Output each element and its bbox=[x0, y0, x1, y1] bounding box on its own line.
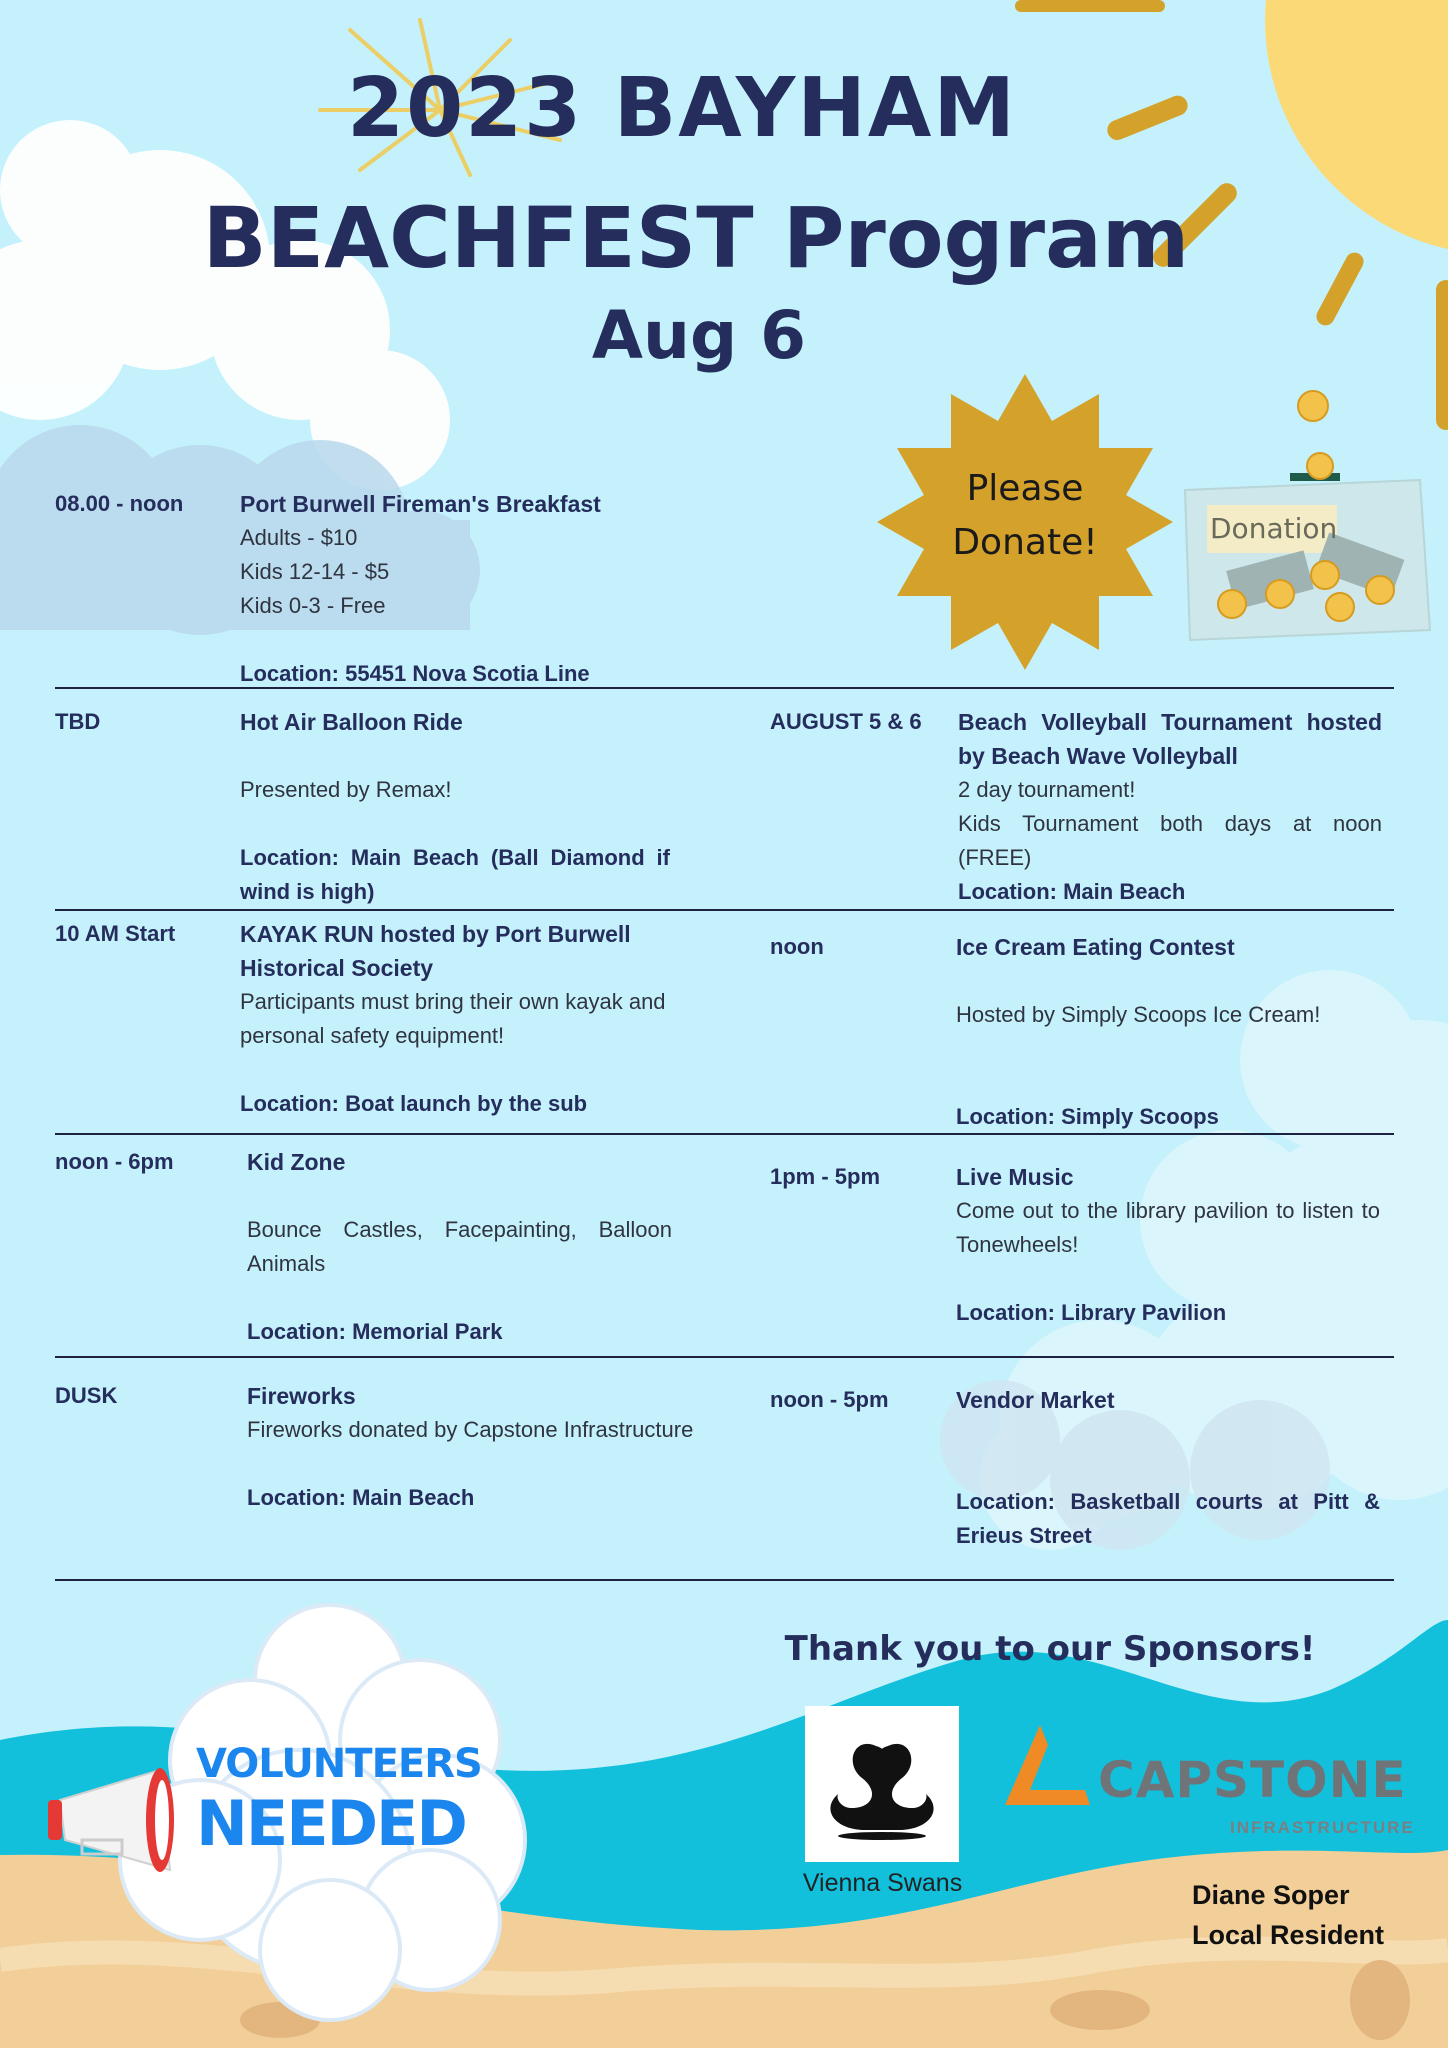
event-time: TBD bbox=[55, 709, 101, 734]
event-detail bbox=[240, 1053, 670, 1087]
sponsor-name: Diane Soper bbox=[1192, 1880, 1350, 1910]
event-detail bbox=[240, 623, 880, 657]
event-title: Beach Volleyball Tournament hosted by Beach Wave Volleyball bbox=[958, 709, 1382, 769]
individual-sponsor bbox=[1192, 1875, 1384, 1955]
donate-badge-line2: Donate! bbox=[952, 522, 1098, 563]
event-time: 1pm - 5pm bbox=[770, 1164, 881, 1189]
event-date: Aug 6 bbox=[591, 297, 807, 374]
event-title: Kid Zone bbox=[247, 1149, 346, 1175]
event-item bbox=[958, 705, 1382, 909]
event-detail: Adults - $10 bbox=[240, 525, 358, 550]
event-location: Location: Main Beach bbox=[958, 879, 1186, 904]
event-detail: Bounce Castles, Facepainting, Balloon Animals bbox=[247, 1217, 672, 1276]
event-location: Location: Library Pavilion bbox=[956, 1300, 1227, 1325]
sponsor-role: Local Resident bbox=[1192, 1920, 1385, 1950]
event-location: Location: Main Beach (Ball Diamond if wind is high) bbox=[240, 845, 670, 904]
event-detail: 2 day tournament! bbox=[958, 777, 1136, 802]
event-detail: Kids Tournament both days at noon (FREE) bbox=[958, 811, 1382, 870]
event-detail: Presented by Remax! bbox=[240, 777, 452, 802]
event-detail bbox=[956, 964, 1380, 998]
event-title: KAYAK RUN hosted by Port Burwell Historical Society bbox=[240, 921, 631, 981]
event-detail bbox=[956, 1451, 1380, 1485]
volunteers-line2: NEEDED bbox=[196, 1787, 466, 1860]
event-title: Live Music bbox=[956, 1164, 1074, 1190]
event-detail: Participants must bring their own kayak and personal safety equipment! bbox=[240, 989, 666, 1048]
page-title-line1: 2023 BAYHAM bbox=[347, 61, 1017, 156]
event-title: Port Burwell Fireman's Breakfast bbox=[240, 491, 601, 517]
event-detail: Come out to the library pavilion to listen to Tonewheels! bbox=[956, 1198, 1380, 1257]
event-detail bbox=[240, 807, 670, 841]
event-location: Location: Simply Scoops bbox=[956, 1104, 1219, 1129]
event-detail: Hosted by Simply Scoops Ice Cream! bbox=[956, 1002, 1321, 1027]
event-time: 10 AM Start bbox=[55, 921, 176, 946]
event-time: noon - 5pm bbox=[770, 1387, 889, 1412]
divider bbox=[55, 1133, 1394, 1135]
divider bbox=[55, 909, 1394, 911]
donation-box-label: Donation bbox=[1210, 512, 1338, 545]
event-item bbox=[956, 1160, 1380, 1330]
event-detail bbox=[956, 1417, 1380, 1451]
event-detail: Fireworks donated by Capstone Infrastructure bbox=[247, 1417, 694, 1442]
event-detail bbox=[247, 1179, 672, 1213]
capstone-logo-text: CAPSTONE bbox=[1098, 1751, 1407, 1809]
event-time: noon - 6pm bbox=[55, 1149, 174, 1174]
event-detail bbox=[956, 1262, 1380, 1296]
event-item bbox=[247, 1379, 727, 1515]
event-item bbox=[240, 705, 670, 909]
divider bbox=[55, 687, 1394, 689]
event-time: 08.00 - noon bbox=[55, 491, 184, 516]
volunteers-line1: VOLUNTEERS bbox=[196, 1741, 482, 1787]
vienna-swans-label: Vienna Swans bbox=[802, 1869, 963, 1897]
event-location: Location: Boat launch by the sub bbox=[240, 1091, 588, 1116]
event-time: AUGUST 5 & 6 bbox=[770, 709, 922, 734]
event-item bbox=[956, 930, 1380, 1134]
event-time: DUSK bbox=[55, 1383, 118, 1408]
volunteers-needed-banner bbox=[196, 1740, 482, 1860]
event-title: Vendor Market bbox=[956, 1387, 1115, 1413]
event-location: Location: 55451 Nova Scotia Line bbox=[240, 661, 590, 686]
event-location: Location: Main Beach bbox=[247, 1485, 475, 1510]
event-title: Ice Cream Eating Contest bbox=[956, 934, 1235, 960]
divider bbox=[55, 1356, 1394, 1358]
event-item bbox=[240, 917, 670, 1121]
capstone-logo-subtext: INFRASTRUCTURE bbox=[1230, 1818, 1415, 1837]
event-detail: Kids 12-14 - $5 bbox=[240, 559, 390, 584]
page-title-line2: BEACHFEST Program bbox=[202, 189, 1190, 287]
divider bbox=[55, 1579, 1394, 1581]
event-location: Location: Basketball courts at Pitt & Erieus Street bbox=[956, 1489, 1380, 1548]
swan-icon bbox=[805, 1706, 959, 1862]
event-detail bbox=[247, 1281, 672, 1315]
event-item bbox=[247, 1145, 672, 1349]
event-detail bbox=[956, 1066, 1380, 1100]
donate-badge bbox=[925, 462, 1125, 570]
event-detail bbox=[956, 1032, 1380, 1066]
event-time: noon bbox=[770, 934, 824, 959]
donate-badge-line1: Please bbox=[966, 468, 1084, 509]
event-title: Hot Air Balloon Ride bbox=[240, 709, 463, 735]
event-title: Fireworks bbox=[247, 1383, 356, 1409]
sponsors-heading: Thank you to our Sponsors! bbox=[784, 1629, 1316, 1669]
event-item bbox=[240, 487, 880, 691]
event-detail bbox=[247, 1447, 727, 1481]
event-item bbox=[956, 1383, 1380, 1553]
event-location: Location: Memorial Park bbox=[247, 1319, 503, 1344]
event-detail bbox=[240, 739, 670, 773]
event-detail: Kids 0-3 - Free bbox=[240, 593, 386, 618]
